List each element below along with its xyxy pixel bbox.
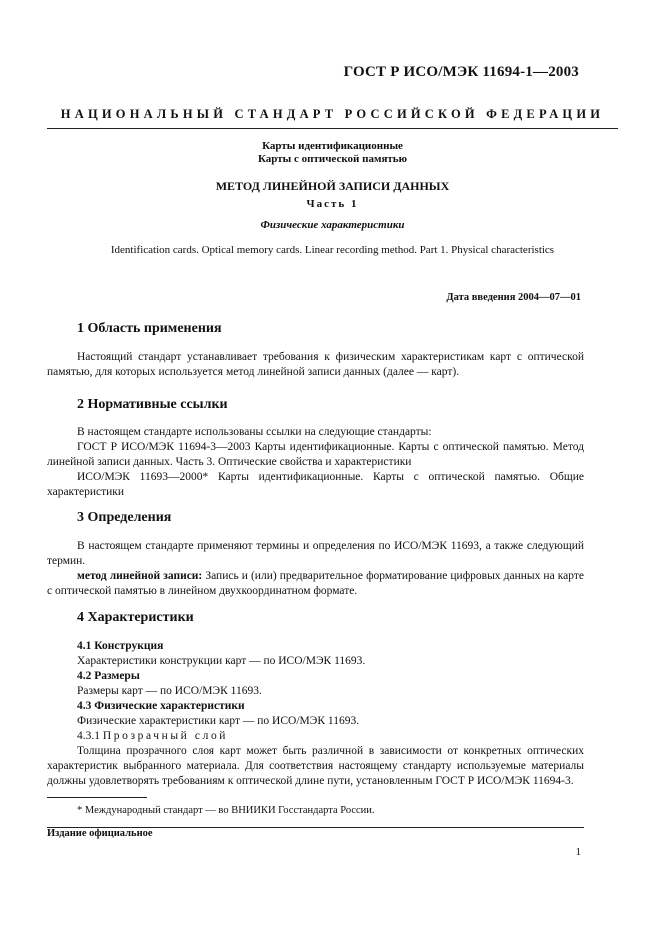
subsection-4-2-text: Размеры карт — по ИСО/МЭК 11693. bbox=[77, 685, 262, 697]
subsection-4-3-1-text: Толщина прозрачного слоя карт может быть различной в зависимости от конкретных оптических характеристик выбранного материала. Для соответствия настоящему стандарту используемые материалы должны удовлетворять требованиям к оптической длине пути, установленным ГОСТ Р ИСО/МЭК 11694-3. bbox=[47, 745, 584, 787]
section-1-text: Настоящий стандарт устанавливает требования к физическим характеристикам карт с оптической памятью, для которых используется метод линейной записи данных (далее — карт). bbox=[47, 351, 584, 378]
reference-1: ГОСТ Р ИСО/МЭК 11694-3—2003 Карты идентификационные. Карты с оптической памятью. Метод линейной записи данных. Часть 3. Оптические свойства и характеристики bbox=[47, 441, 584, 468]
subsection-4-3-1-number: 4.3.1 bbox=[77, 730, 100, 742]
subsection-4-2-title: 4.2 Размеры bbox=[77, 670, 140, 682]
introduction-date: Дата введения 2004—07—01 bbox=[446, 292, 581, 303]
footnote: * Международный стандарт — во ВНИИКИ Госстандарта России. bbox=[77, 805, 375, 816]
section-3-body bbox=[47, 539, 584, 599]
english-title: Identification cards. Optical memory cards. Linear recording method. Part 1. Physical characteristics bbox=[110, 244, 555, 256]
defined-term: метод линейной записи: bbox=[77, 570, 203, 582]
subtitle: Физические характеристики bbox=[260, 219, 405, 231]
section-3-heading: 3 Определения bbox=[77, 510, 172, 525]
section-2-intro: В настоящем стандарте использованы ссылки на следующие стандарты: bbox=[77, 426, 432, 438]
subsection-4-3-1-title: Прозрачный слой bbox=[102, 730, 229, 742]
section-1-body bbox=[47, 350, 584, 380]
subsection-4-1-title: 4.1 Конструкция bbox=[77, 640, 164, 652]
section-1-heading: 1 Область применения bbox=[77, 321, 222, 336]
section-2-heading: 2 Нормативные ссылки bbox=[77, 397, 228, 412]
subsection-4-3-text: Физические характеристики карт — по ИСО/МЭК 11693. bbox=[77, 715, 360, 727]
section-2-body bbox=[47, 425, 584, 500]
section-4-heading: 4 Характеристики bbox=[77, 610, 194, 625]
official-edition-label: Издание официальное bbox=[47, 828, 153, 839]
section-4-body bbox=[47, 639, 584, 789]
part-title: Часть 1 bbox=[306, 198, 359, 210]
title-line-1: Карты идентификационные bbox=[262, 140, 403, 152]
subsection-4-3-1-heading bbox=[47, 729, 584, 744]
footnote-divider bbox=[47, 797, 147, 798]
section-3-definition bbox=[47, 569, 584, 599]
title-line-2: Карты с оптической памятью bbox=[257, 153, 408, 165]
top-divider bbox=[47, 128, 618, 129]
page-number: 1 bbox=[575, 846, 581, 858]
section-3-intro: В настоящем стандарте применяют термины и определения по ИСО/МЭК 11693, а также следующий термин. bbox=[47, 540, 584, 567]
national-standard-banner: НАЦИОНАЛЬНЫЙ СТАНДАРТ РОССИЙСКОЙ ФЕДЕРАЦИИ bbox=[60, 107, 605, 121]
subsection-4-3-title: 4.3 Физические характеристики bbox=[77, 700, 245, 712]
definition-text: Запись и (или) предварительное форматирование цифровых данных на карте с оптической памятью в линейном двухкоординатном формате. bbox=[47, 570, 584, 597]
method-title: МЕТОД ЛИНЕЙНОЙ ЗАПИСИ ДАННЫХ bbox=[215, 179, 450, 193]
subsection-4-1-text: Характеристики конструкции карт — по ИСО/МЭК 11693. bbox=[77, 655, 366, 667]
document-number: ГОСТ Р ИСО/МЭК 11694-1—2003 bbox=[343, 64, 579, 80]
reference-2: ИСО/МЭК 11693—2000* Карты идентификационные. Карты с оптической памятью. Общие характеристики bbox=[47, 471, 584, 498]
